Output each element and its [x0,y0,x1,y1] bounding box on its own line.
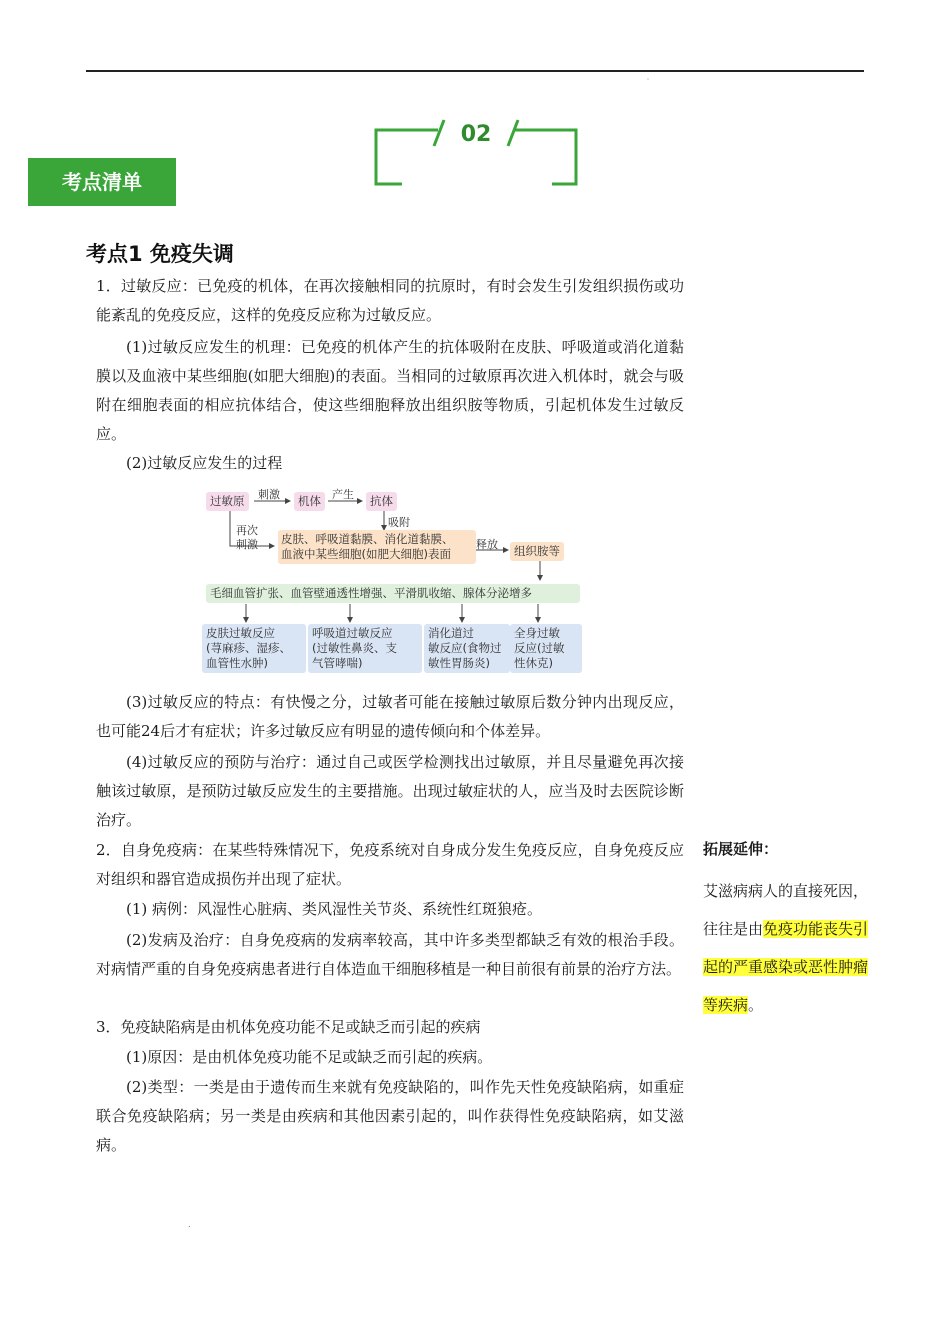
systemic-reaction-line: 全身过敏 [514,626,560,640]
side-note-title: 拓展延伸： [703,840,779,858]
skin-reaction-box [202,624,306,673]
stimulate-label: 刺激 [258,488,280,501]
systemic-reaction-line: 反应(过敏 [514,641,565,655]
side-note-text: 艾滋病病人的直接死因，往往是由 [703,882,869,938]
allergen-box: 过敏原 [206,492,249,511]
respiratory-reaction-box [308,624,422,673]
adsorb-label: 吸附 [388,516,410,529]
section-banner [374,118,578,210]
paragraph-autoimmune-cases: (1) 病例：风湿性心脏病、类风湿性关节炎、系统性红斑狼疮。 [126,900,543,918]
side-note [703,872,879,1024]
paragraph-allergy-prevention: (4)过敏反应的预防与治疗：通过自己或医学检测找出过敏原，并且尽量避免再次接触该过敏原，是预防过敏反应发生的主要措施。出现过敏症状的人，应当及时去医院诊断治疗。 [96,753,684,829]
skin-reaction-line: 血管性水肿) [206,656,268,670]
histamine-box: 组织胺等 [510,542,564,561]
allergy-process-diagram [200,482,580,682]
digestive-reaction-line: 敏性胃肠炎) [428,656,490,670]
paragraph-immunodeficiency-cause: (1)原因：是由机体免疫功能不足或缺乏而引起的疾病。 [126,1048,493,1066]
restimulate-label-2: 刺激 [236,538,258,551]
systemic-reaction-line: 性休克) [514,656,553,670]
target-cells-line-1: 皮肤、呼吸道黏膜、消化道黏膜、 [281,532,454,546]
banner-title: 考点清单 [28,158,176,206]
antibody-box: 抗体 [366,492,397,511]
systemic-reaction-box [510,624,582,673]
paragraph-allergy-features: (3)过敏反应的特点：有快慢之分，过敏者可能在接触过敏原后数分钟内出现反应，也可能24后才有症状；许多过敏反应有明显的遗传倾向和个体差异。 [96,693,684,740]
effects-box: 毛细血管扩张、血管壁通透性增强、平滑肌收缩、腺体分泌增多 [206,584,580,603]
digestive-reaction-line: 消化道过 [428,626,474,640]
respiratory-reaction-line: 气管哮喘) [312,656,363,670]
header-rule [86,70,864,72]
digestive-reaction-line: 敏反应(食物过 [428,641,502,655]
body-box: 机体 [294,492,325,511]
paragraph-allergy-mechanism: (1)过敏反应发生的机理：已免疫的机体产生的抗体吸附在皮肤、呼吸道或消化道黏膜以及血液中某些细胞(如肥大细胞)的表面。当相同的过敏原再次进入机体时，就会与吸附在细胞表面的相应抗体结合，使这些细胞释放出组织胺等物质，引起机体发生过敏反应。 [96,338,684,443]
produce-label: 产生 [332,488,354,501]
paragraph-autoimmune-treatment: (2)发病及治疗：自身免疫病的发病率较高，其中许多类型都缺乏有效的根治手段。对病情严重的自身免疫病患者进行自体造血干细胞移植是一种目前很有前景的治疗方法。 [96,931,684,978]
paragraph-immunodeficiency: 3．免疫缺陷病是由机体免疫功能不足或缺乏而引起的疾病 [96,1018,481,1036]
footer-mark: . [188,1220,191,1229]
banner-number: 02 [460,122,492,147]
side-note-end: 。 [748,996,764,1014]
respiratory-reaction-line: 呼吸道过敏反应 [312,626,393,640]
page-mark: ˙ [646,78,650,87]
paragraph-autoimmune: 2．自身免疫病：在某些特殊情况下，免疫系统对自身成分发生免疫反应，自身免疫反应对组织和器官造成损伤并出现了症状。 [96,841,684,888]
section-heading: 考点1 免疫失调 [86,242,234,266]
skin-reaction-line: (荨麻疹、湿疹、 [206,641,291,655]
paragraph-immunodeficiency-types: (2)类型：一类是由于遗传而生来就有免疫缺陷的，叫作先天性免疫缺陷病，如重症联合免疫缺陷病；另一类是由疾病和其他因素引起的，叫作获得性免疫缺陷病，如艾滋病。 [96,1078,684,1154]
respiratory-reaction-line: (过敏性鼻炎、支 [312,641,397,655]
restimulate-label-1: 再次 [236,524,258,537]
target-cells-box [278,530,476,564]
digestive-reaction-box [424,624,510,673]
side-note-highlight: 免疫功能丧失引起的严重感染或恶性肿瘤等疾病 [703,920,869,1014]
paragraph-allergy: 1．过敏反应：已免疫的机体，在再次接触相同的抗原时，有时会发生引发组织损伤或功能紊乱的免疫反应，这样的免疫反应称为过敏反应。 [96,277,684,324]
skin-reaction-line: 皮肤过敏反应 [206,626,275,640]
release-label: 释放 [476,538,498,551]
target-cells-line-2: 血液中某些细胞(如肥大细胞)表面 [281,547,451,561]
paragraph-allergy-process: (2)过敏反应发生的过程 [126,454,283,472]
